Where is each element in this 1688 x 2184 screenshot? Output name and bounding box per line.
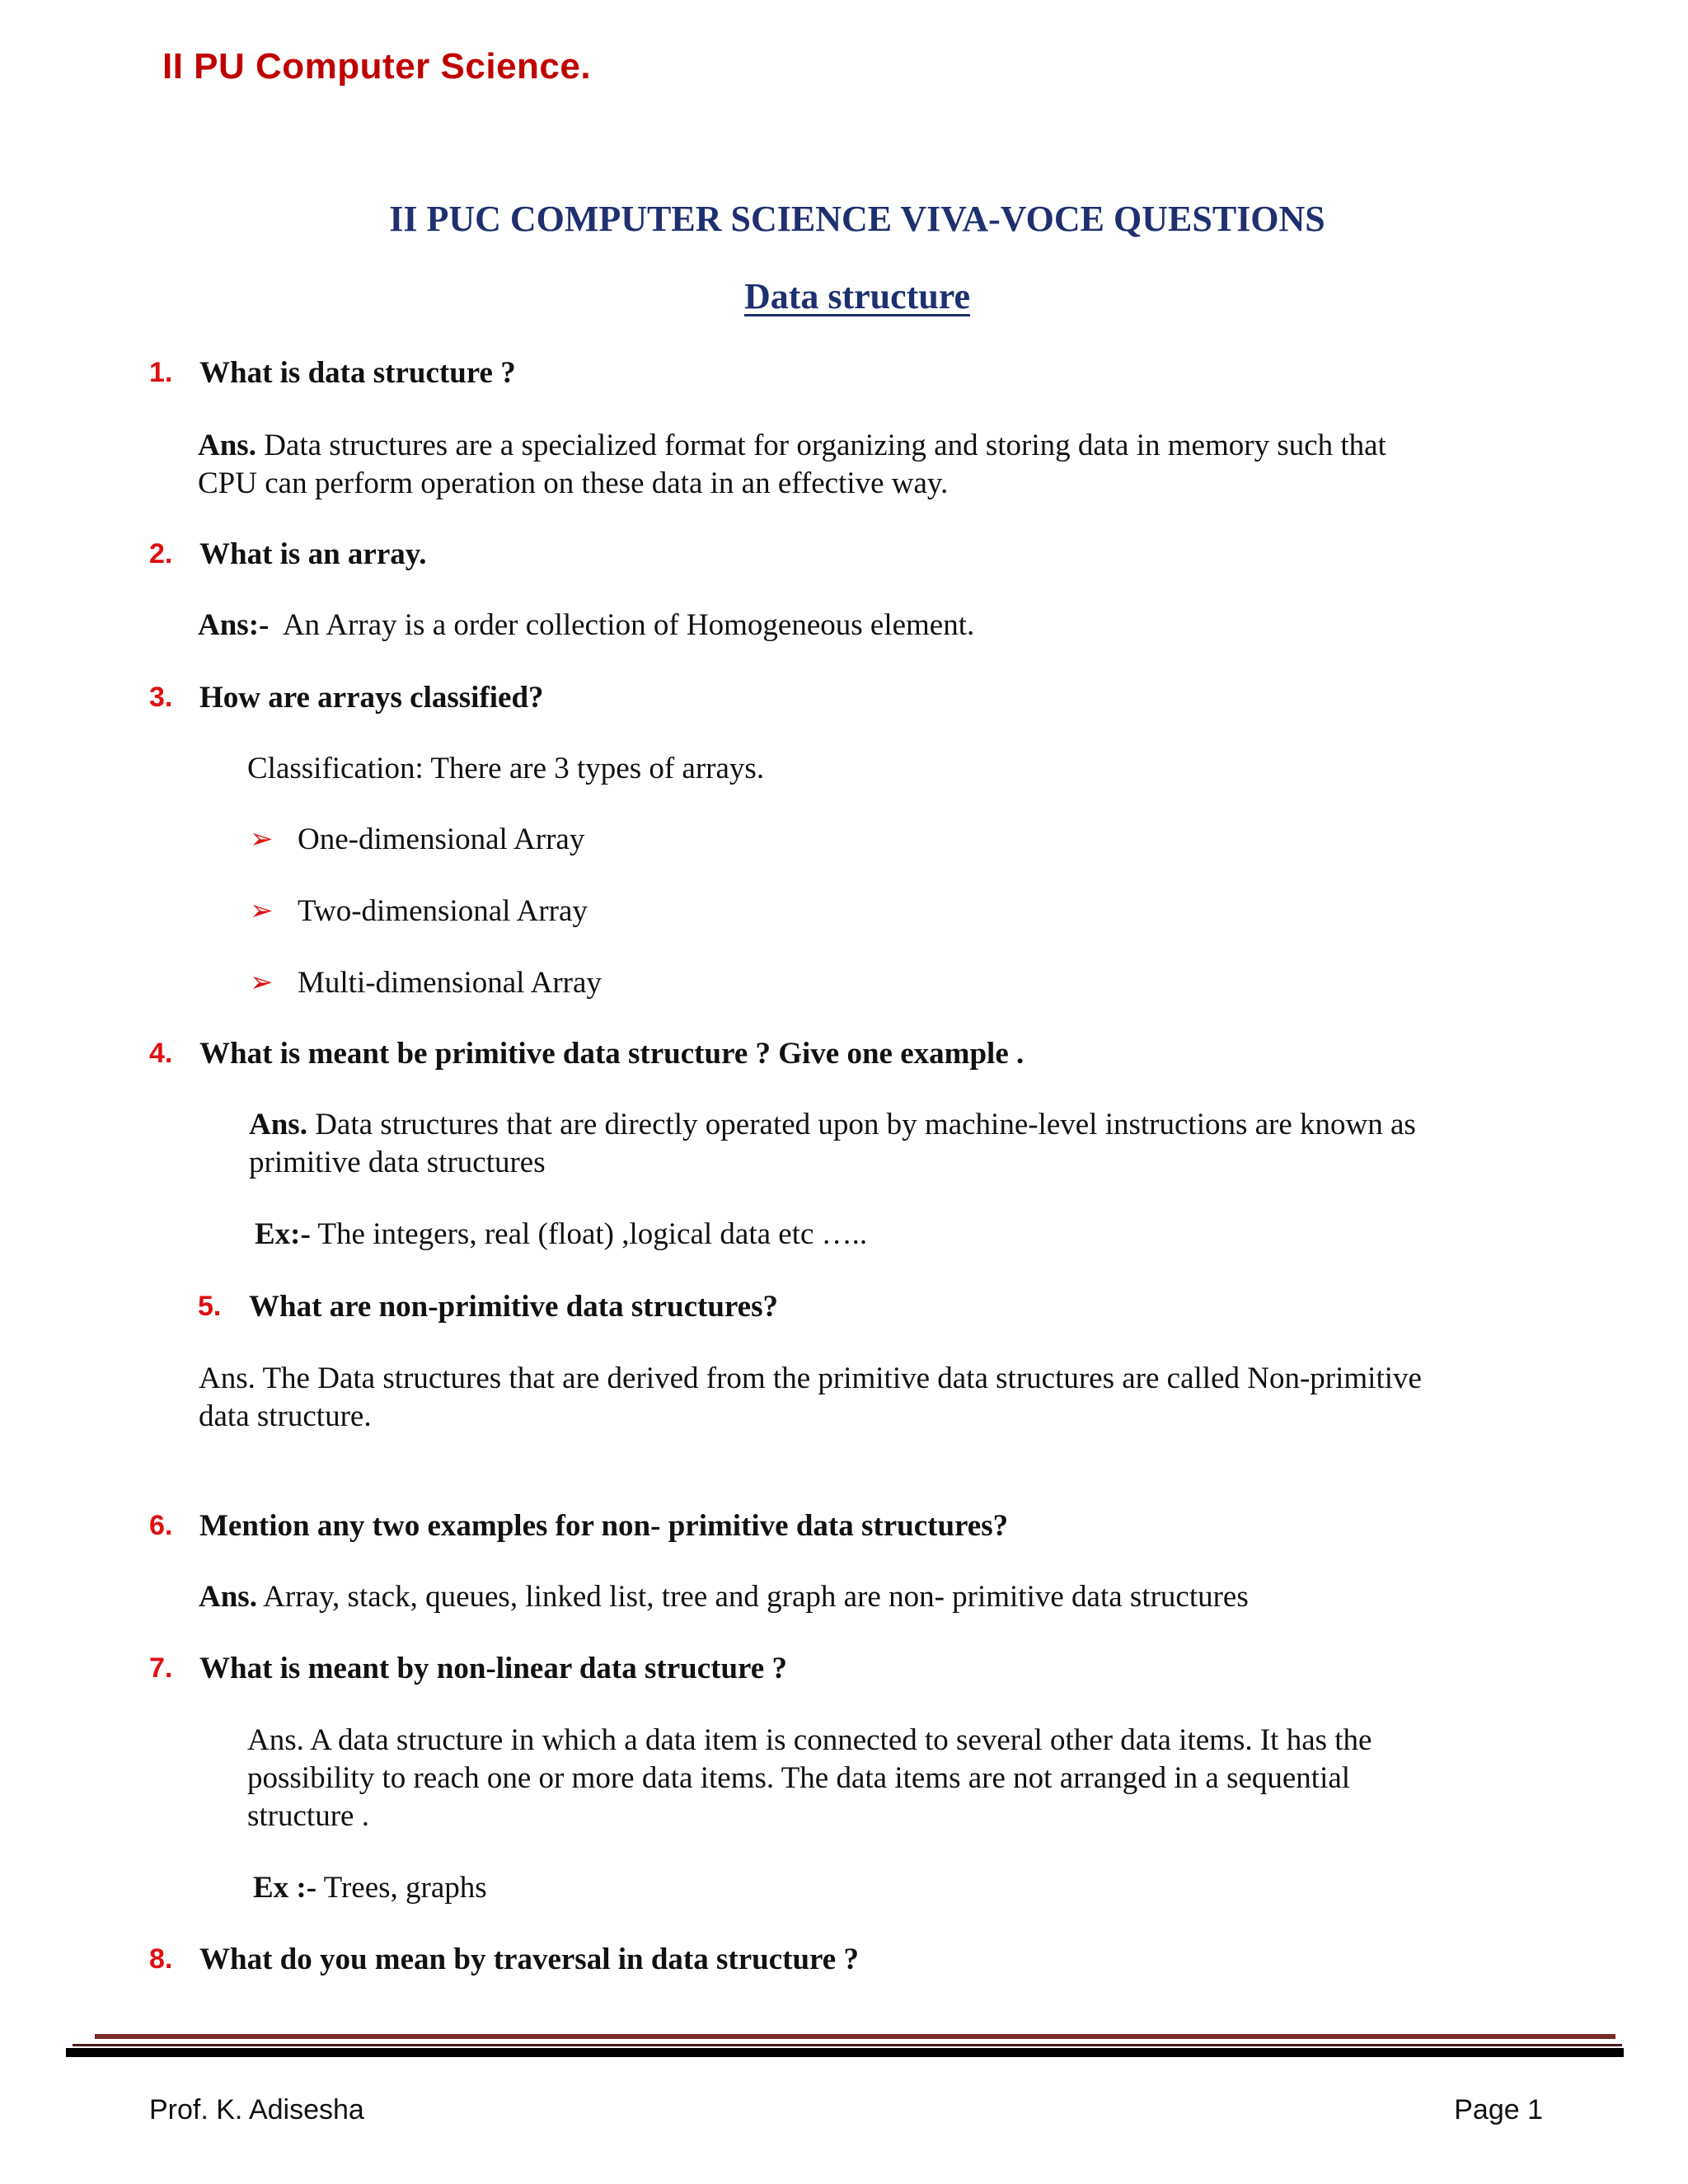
section-title xyxy=(0,275,1688,317)
answer-text: Array, stack, queues, linked list, tree and graph are non- primitive data structures xyxy=(263,1580,1249,1614)
answer-line: possibility to reach one or more data items. The data items are not arranged in a sequential xyxy=(247,1761,1351,1795)
answer-line: Ans. The Data structures that are derived from the primitive data structures are called Non-primitive xyxy=(199,1361,1422,1395)
example-label: Ex :- xyxy=(253,1871,317,1905)
question-number: 6. xyxy=(149,1510,173,1541)
answer-text: Data structures are a specialized format for organizing and storing data in memory such that xyxy=(264,429,1386,462)
answer-label: Ans. xyxy=(249,1108,307,1141)
answer-text: Data structures that are directly operated upon by machine-level instructions are known as xyxy=(315,1108,1416,1141)
footer-author: Prof. K. Adisesha xyxy=(149,2094,364,2125)
answer-line xyxy=(199,1578,1249,1616)
answer-line: data structure. xyxy=(199,1399,372,1433)
footer-divider-accent xyxy=(95,2034,1615,2039)
question-number: 8. xyxy=(149,1943,173,1975)
question-text: What is meant be primitive data structure ? Give one example . xyxy=(199,1037,1025,1071)
answer-label: Ans. xyxy=(198,429,256,462)
answer-line: Ans. A data structure in which a data item is connected to several other data items. It has the xyxy=(247,1723,1372,1757)
page-header: II PU Computer Science. xyxy=(162,46,592,87)
question-number: 7. xyxy=(149,1652,173,1684)
example-text: The integers, real (float) ,logical data etc ….. xyxy=(317,1217,868,1251)
list-item: One-dimensional Array xyxy=(298,823,585,856)
answer-line: CPU can perform operation on these data in an effective way. xyxy=(198,466,949,500)
question-text: What is an array. xyxy=(199,537,427,571)
page-number: Page 1 xyxy=(1454,2094,1543,2125)
section-title-text: Data structure xyxy=(743,276,971,316)
question-text: What is data structure ? xyxy=(199,356,516,390)
example-text: Trees, graphs xyxy=(323,1871,487,1905)
question-number: 5. xyxy=(198,1291,222,1322)
answer-line xyxy=(198,427,1386,465)
question-text: What is meant by non-linear data structure ? xyxy=(199,1652,787,1685)
example-label: Ex:- xyxy=(255,1217,311,1251)
question-text: How are arrays classified? xyxy=(199,681,544,715)
example-line xyxy=(253,1869,487,1907)
answer-label: Ans. xyxy=(199,1580,257,1614)
list-item: Multi-dimensional Array xyxy=(298,966,602,1000)
question-number: 1. xyxy=(149,357,173,388)
classification-intro: Classification: There are 3 types of arrays. xyxy=(247,752,765,785)
question-number: 2. xyxy=(149,538,173,569)
question-number: 3. xyxy=(149,682,173,713)
document-title: II PUC COMPUTER SCIENCE VIVA-VOCE QUESTIONS xyxy=(389,199,1325,239)
arrow-bullet-icon: ➢ xyxy=(250,968,274,998)
list-item: Two-dimensional Array xyxy=(298,894,588,928)
question-text: What are non-primitive data structures? xyxy=(249,1290,778,1324)
question-text: Mention any two examples for non- primitive data structures? xyxy=(199,1509,1009,1543)
footer-divider-thin xyxy=(73,2044,1622,2046)
question-number: 4. xyxy=(149,1038,173,1069)
question-text: What do you mean by traversal in data structure ? xyxy=(199,1943,859,1976)
arrow-bullet-icon: ➢ xyxy=(250,896,274,926)
example-line xyxy=(255,1216,867,1254)
answer-line xyxy=(198,607,974,644)
footer-divider-thick xyxy=(66,2048,1624,2057)
answer-line xyxy=(249,1106,1416,1144)
answer-line: primitive data structures xyxy=(249,1146,546,1179)
answer-text: An Array is a order collection of Homogeneous element. xyxy=(282,608,975,642)
arrow-bullet-icon: ➢ xyxy=(250,824,274,855)
answer-label: Ans:- xyxy=(198,608,270,642)
answer-line: structure . xyxy=(247,1799,369,1833)
